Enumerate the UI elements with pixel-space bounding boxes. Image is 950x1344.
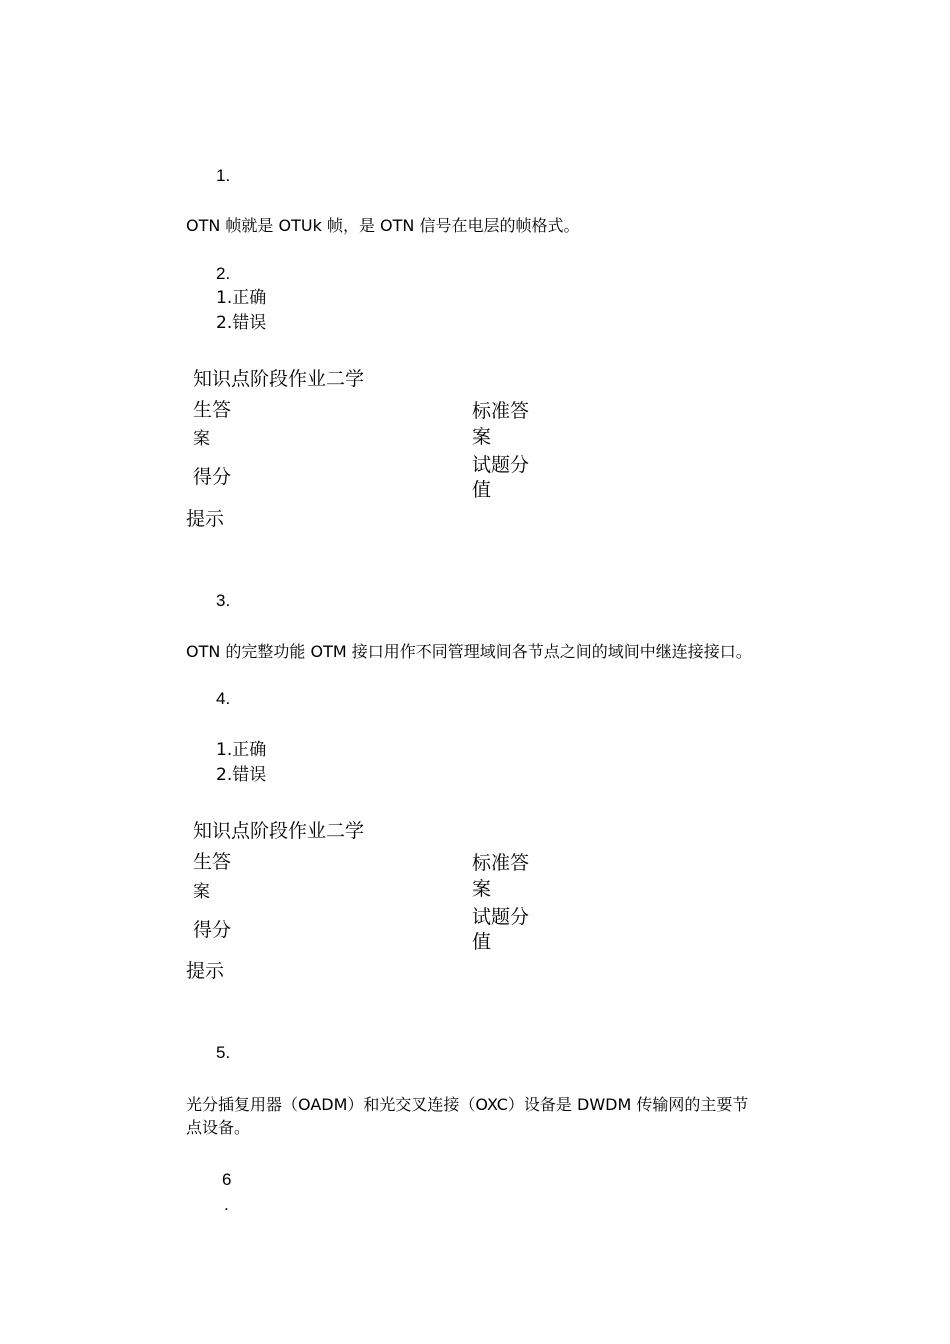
question-number-3: 3. [216, 591, 231, 610]
score-label: 得分 [193, 466, 232, 488]
question-number-6: 6 [222, 1170, 232, 1189]
option-correct[interactable]: 1.正确 [216, 288, 267, 308]
points-label: 试题分 [472, 454, 530, 476]
hint-label: 提示 [186, 508, 225, 530]
question-number-4: 4. [216, 689, 231, 708]
question-number-6-dot: . [224, 1195, 229, 1214]
question-number-2: 2. [216, 264, 231, 283]
score-label: 得分 [193, 919, 232, 941]
question-number-5: 5. [216, 1043, 231, 1062]
info-header: 知识点阶段作业二学 [193, 368, 365, 390]
student-answer-label: 生答 [193, 851, 232, 873]
points-label-cont: 值 [472, 479, 492, 501]
standard-answer-label: 标准答 [472, 400, 530, 422]
option-wrong[interactable]: 2.错误 [216, 313, 267, 333]
points-label: 试题分 [472, 906, 530, 928]
question-text-5-cont: 点设备。 [186, 1118, 251, 1137]
student-answer-label: 生答 [193, 399, 232, 421]
question-text-1: OTN 帧就是 OTUk 帧，是 OTN 信号在电层的帧格式。 [186, 216, 580, 235]
option-wrong[interactable]: 2.错误 [216, 765, 267, 785]
student-answer-label-cont: 案 [193, 429, 210, 449]
standard-answer-label-cont: 案 [472, 426, 492, 448]
standard-answer-label: 标准答 [472, 852, 530, 874]
option-correct[interactable]: 1.正确 [216, 740, 267, 760]
standard-answer-label-cont: 案 [472, 878, 492, 900]
info-header: 知识点阶段作业二学 [193, 820, 365, 842]
question-text-5: 光分插复用器（OADM）和光交叉连接（OXC）设备是 DWDM 传输网的主要节 [186, 1095, 749, 1114]
student-answer-label-cont: 案 [193, 882, 210, 902]
question-number-1: 1. [216, 166, 231, 185]
hint-label: 提示 [186, 960, 225, 982]
question-text-3: OTN 的完整功能 OTM 接口用作不同管理域间各节点之间的域间中继连接接口。 [186, 642, 752, 661]
points-label-cont: 值 [472, 931, 492, 953]
